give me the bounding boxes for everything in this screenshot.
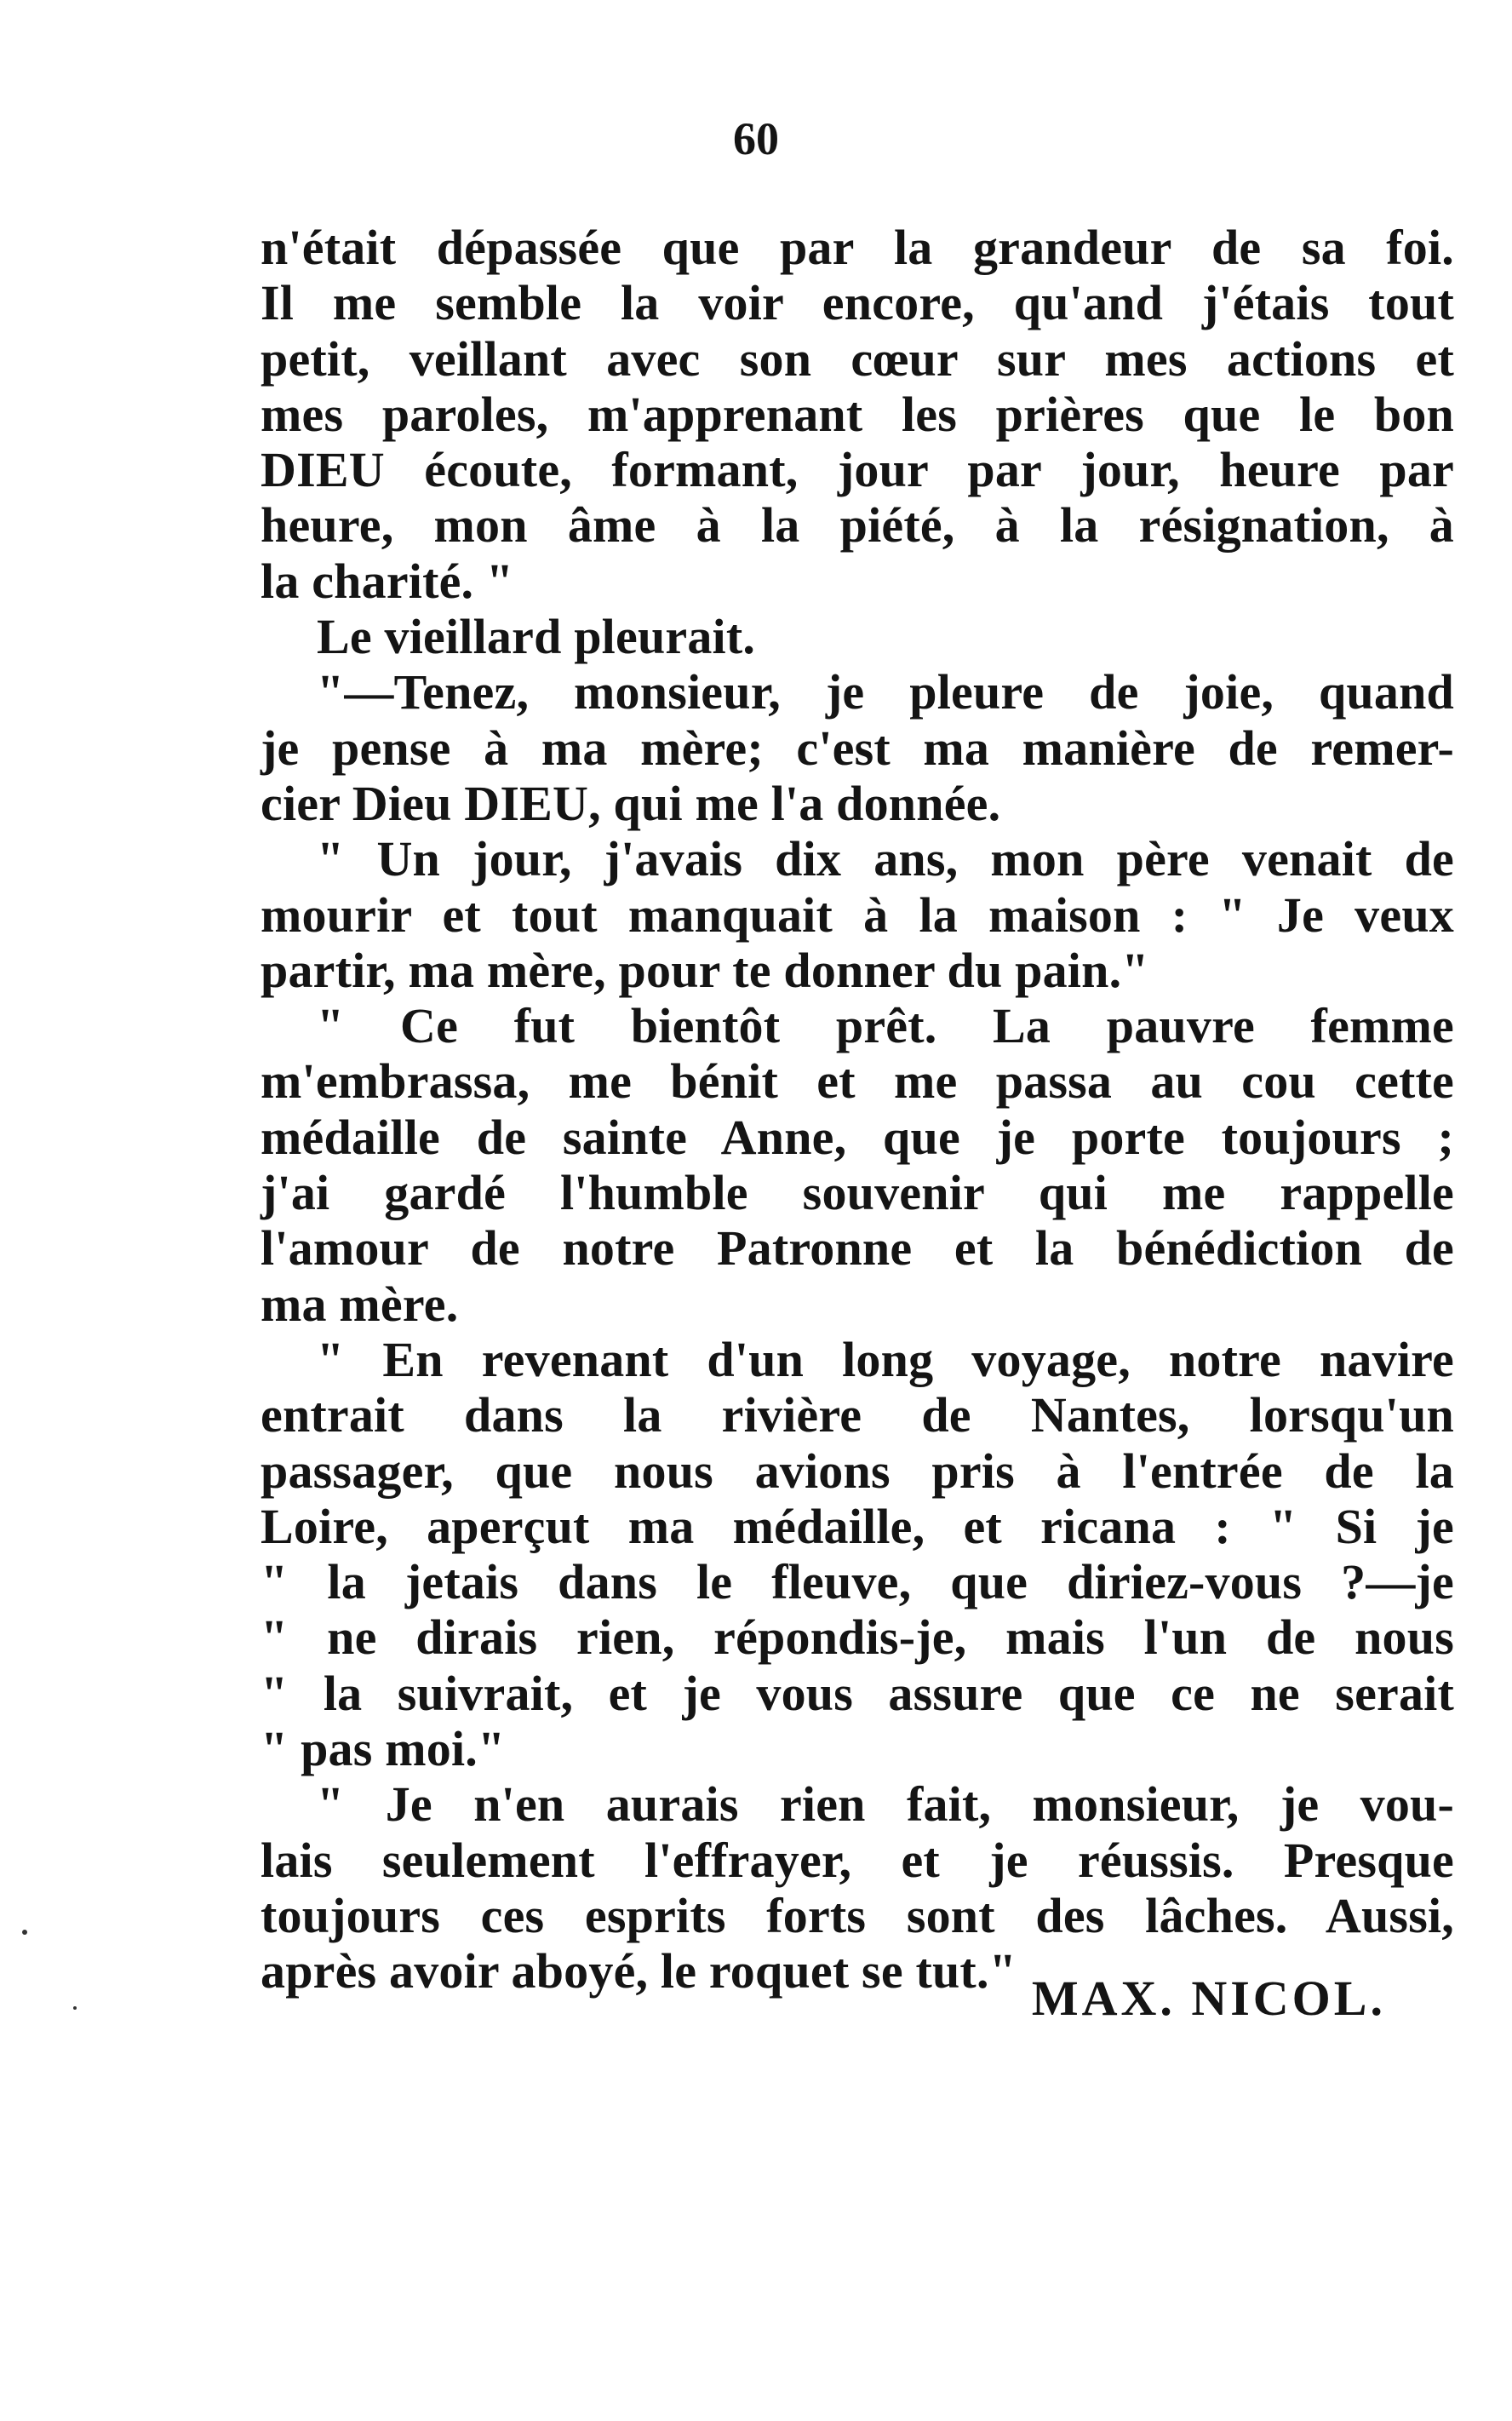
text-line: " la jetais dans le fleuve, que diriez-vous ?—je [261, 1554, 1454, 1610]
text-line: toujours ces esprits forts sont des lâches. Aussi, [261, 1887, 1454, 1943]
text-line: " Ce fut bientôt prêt. La pauvre femme [317, 998, 1454, 1054]
text-line: entrait dans la rivière de Nantes, lorsqu'un [261, 1387, 1454, 1443]
text-line: ma mère. [261, 1276, 459, 1332]
scan-speck [22, 1930, 27, 1935]
text-line: petit, veillant avec son cœur sur mes actions et [261, 330, 1454, 387]
text-line: l'amour de notre Patronne et la bénédiction de [261, 1220, 1454, 1276]
text-line: "—Tenez, monsieur, je pleure de joie, quand [317, 664, 1454, 720]
author-signature: MAX. NICOL. [1031, 1971, 1386, 2026]
text-line: n'était dépassée que par la grandeur de sa foi. [261, 220, 1454, 275]
text-line: Le vieillard pleurait. [317, 609, 756, 665]
text-line: médaille de sainte Anne, que je porte toujours ; [261, 1109, 1454, 1165]
text-line: Il me semble la voir encore, qu'and j'étais tout [261, 275, 1454, 331]
page-number: 60 [733, 113, 779, 164]
text-line: DIEU écoute, formant, jour par jour, heure par [261, 442, 1454, 498]
text-line: " Je n'en aurais rien fait, monsieur, je vou- [317, 1776, 1454, 1833]
text-line: heure, mon âme à la piété, à la résignation, à [261, 497, 1454, 554]
text-line: passager, que nous avions pris à l'entrée de la [261, 1443, 1454, 1499]
scan-speck [73, 2006, 77, 2010]
text-line: mourir et tout manquait à la maison : " Je veux [261, 886, 1454, 943]
text-line: " pas moi." [261, 1721, 506, 1777]
text-line: j'ai gardé l'humble souvenir qui me rappelle [261, 1165, 1454, 1221]
text-line: partir, ma mère, pour te donner du pain." [261, 942, 1149, 998]
body-text [261, 220, 1454, 1999]
text-line: " ne dirais rien, répondis-je, mais l'un de nous [261, 1609, 1454, 1666]
text-line: je pense à ma mère; c'est ma manière de remer- [261, 720, 1454, 776]
text-line: lais seulement l'effrayer, et je réussis. Presque [261, 1832, 1454, 1888]
text-line: " En revenant d'un long voyage, notre navire [317, 1331, 1454, 1387]
text-line: après avoir aboyé, le roquet se tut." [261, 1943, 1017, 1999]
text-line: mes paroles, m'apprenant les prières que le bon [261, 386, 1454, 442]
text-line: " Un jour, j'avais dix ans, mon père venait de [317, 831, 1454, 887]
text-line: la charité. " [261, 553, 514, 609]
text-line: " la suivrait, et je vous assure que ce ne serait [261, 1665, 1454, 1721]
text-line: cier Dieu DIEU, qui me l'a donnée. [261, 775, 1001, 831]
text-line: Loire, aperçut ma médaille, et ricana : " Si je [261, 1498, 1454, 1554]
text-line: m'embrassa, me bénit et me passa au cou cette [261, 1053, 1454, 1110]
